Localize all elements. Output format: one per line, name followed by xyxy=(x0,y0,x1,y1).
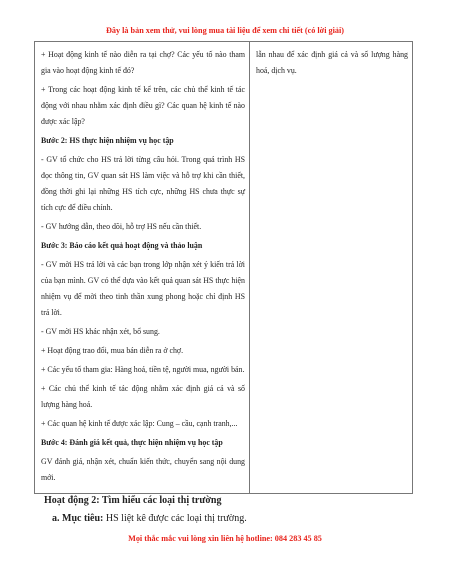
step-heading: Bước 2: HS thực hiện nhiệm vụ học tập xyxy=(41,136,174,145)
lesson-table xyxy=(34,41,413,494)
activity-paragraph: - GV hướng dẫn, theo dõi, hỗ trợ HS nếu cần thiết. xyxy=(41,222,202,231)
activity-paragraph: + Các chủ thể kinh tế tác động nhằm xác định giá cả và số lượng hàng hoá. xyxy=(41,384,245,409)
objective-line xyxy=(52,513,247,524)
activity-paragraph: - GV mời HS trả lời và các bạn trong lớp nhận xét ý kiến trả lời của bạn mình. GV có thể dựa vào kết quả quan sát HS thực hiện nhiệm vụ để mời theo tinh thần xung phong hoặc chỉ định HS trả lời. xyxy=(41,260,245,317)
objective-text: HS liệt kê được các loại thị trường. xyxy=(103,513,247,524)
activity-paragraph: - GV tổ chức cho HS trả lời từng câu hỏi. Trong quá trình HS đọc thông tin, GV quan sát HS làm việc và hỗ trợ khi cần thiết, đồng thời ghi lại những HS tích cực, những HS chưa thực sự tích cực để điều chỉnh. xyxy=(41,155,245,212)
objective-label: a. Mục tiêu: xyxy=(52,513,104,524)
activity-paragraph: GV đánh giá, nhận xét, chuẩn kiến thức, chuyển sang nội dung mới. xyxy=(41,457,245,482)
activity-paragraph: + Hoạt động kinh tế nào diễn ra tại chợ? Các yếu tố nào tham gia vào hoạt động kinh tế đó? xyxy=(41,50,245,75)
expected-result-column xyxy=(256,47,408,79)
activity-paragraph: + Các quan hệ kinh tế được xác lập: Cung – cầu, cạnh tranh,... xyxy=(41,419,238,428)
step-heading: Bước 3: Báo cáo kết quả hoạt động và thảo luận xyxy=(41,241,203,250)
column-divider xyxy=(249,42,250,493)
activity-2-heading: Hoạt động 2: Tìm hiểu các loại thị trường xyxy=(44,495,222,506)
activity-paragraph: - GV mời HS khác nhận xét, bổ sung. xyxy=(41,327,160,336)
activity-paragraph: + Hoạt động trao đổi, mua bán diễn ra ở chợ. xyxy=(41,346,184,355)
activity-paragraph: + Các yếu tố tham gia: Hàng hoá, tiền tệ, người mua, người bán. xyxy=(41,365,245,374)
activity-paragraph: + Trong các hoạt động kinh tế kể trên, các chủ thể kinh tế tác động với nhau nhằm xác định điều gì? Các quan hệ kinh tế nào được xác lập? xyxy=(41,85,245,126)
teacher-student-activity-column xyxy=(41,47,245,486)
result-paragraph: lẫn nhau để xác định giá cả và số lượng hàng hoá, dịch vụ. xyxy=(256,50,408,75)
preview-notice-banner: Đây là bản xem thử, vui lòng mua tài liệu để xem chi tiết (có lời giải) xyxy=(105,26,344,35)
hotline-banner: Mọi thắc mắc vui lòng xin liên hệ hotline: 084 283 45 85 xyxy=(128,534,322,543)
step-heading: Bước 4: Đánh giá kết quả, thực hiện nhiệm vụ học tập xyxy=(41,438,223,447)
